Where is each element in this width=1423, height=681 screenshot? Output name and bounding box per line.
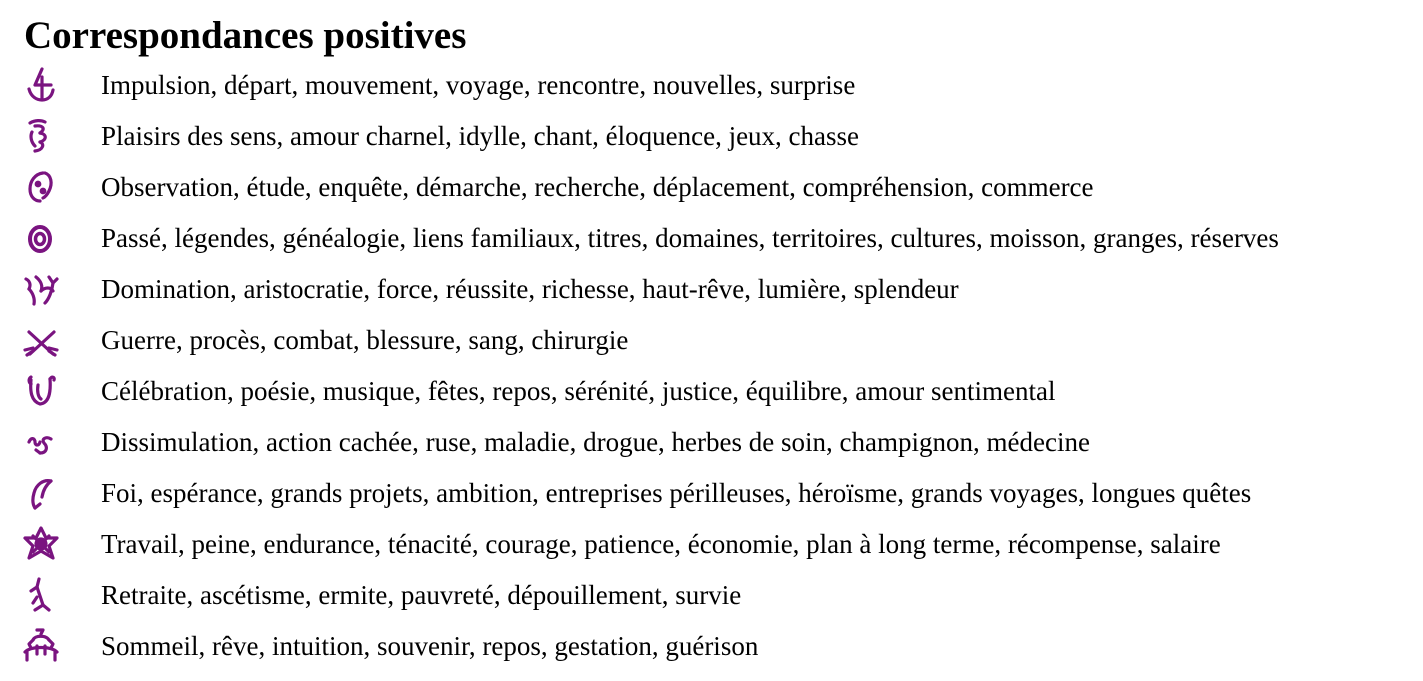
- list-item: [0, 314, 1423, 365]
- item-text: Célébration, poésie, musique, fêtes, repos, sérénité, justice, équilibre, amour sentimental: [101, 376, 1056, 406]
- dragon-glyph-icon: [21, 269, 61, 309]
- item-text: Dissimulation, action cachée, ruse, maladie, drogue, herbes de soin, champignon, médecine: [101, 427, 1090, 457]
- item-text: Impulsion, départ, mouvement, voyage, rencontre, nouvelles, surprise: [101, 70, 856, 100]
- poisson-glyph-icon: [21, 473, 61, 513]
- list-item: [0, 212, 1423, 263]
- list-item: [0, 365, 1423, 416]
- item-text: Domination, aristocratie, force, réussite, richesse, haut-rêve, lumière, splendeur: [101, 274, 959, 304]
- list-item: [0, 110, 1423, 161]
- page-title: Correspondances positives: [24, 14, 467, 57]
- araignee-glyph-icon: [21, 524, 61, 564]
- item-text: Foi, espérance, grands projets, ambition, entreprises périlleuses, héroïsme, grands voyages, longues quêtes: [101, 478, 1252, 508]
- roseau-glyph-icon: [21, 575, 61, 615]
- list-item: [0, 416, 1423, 467]
- vaisseau-glyph-icon: [21, 65, 61, 105]
- item-text: Retraite, ascétisme, ermite, pauvreté, dépouillement, survie: [101, 580, 742, 610]
- item-text: Plaisirs des sens, amour charnel, idylle, chant, éloquence, jeux, chasse: [101, 121, 860, 151]
- list-item: [0, 161, 1423, 212]
- correspondances-list: [0, 59, 1423, 671]
- serpent-glyph-icon: [21, 422, 61, 462]
- item-text: Observation, étude, enquête, démarche, recherche, déplacement, compréhension, commerce: [101, 172, 1094, 202]
- lyre-glyph-icon: [21, 371, 61, 411]
- list-item: [0, 620, 1423, 671]
- chateau-glyph-icon: [21, 626, 61, 666]
- faucon-glyph-icon: [21, 167, 61, 207]
- list-item: [0, 569, 1423, 620]
- epees-glyph-icon: [21, 320, 61, 360]
- list-item: [0, 59, 1423, 110]
- item-text: Travail, peine, endurance, ténacité, courage, patience, économie, plan à long terme, récompense, salaire: [101, 529, 1221, 559]
- couronne-glyph-icon: [21, 218, 61, 258]
- list-item: [0, 518, 1423, 569]
- item-text: Guerre, procès, combat, blessure, sang, chirurgie: [101, 325, 629, 355]
- item-text: Passé, légendes, généalogie, liens familiaux, titres, domaines, territoires, cultures, moisson, granges, réserves: [101, 223, 1279, 253]
- list-item: [0, 263, 1423, 314]
- sirene-glyph-icon: [21, 116, 61, 156]
- list-item: [0, 467, 1423, 518]
- item-text: Sommeil, rêve, intuition, souvenir, repos, gestation, guérison: [101, 631, 759, 661]
